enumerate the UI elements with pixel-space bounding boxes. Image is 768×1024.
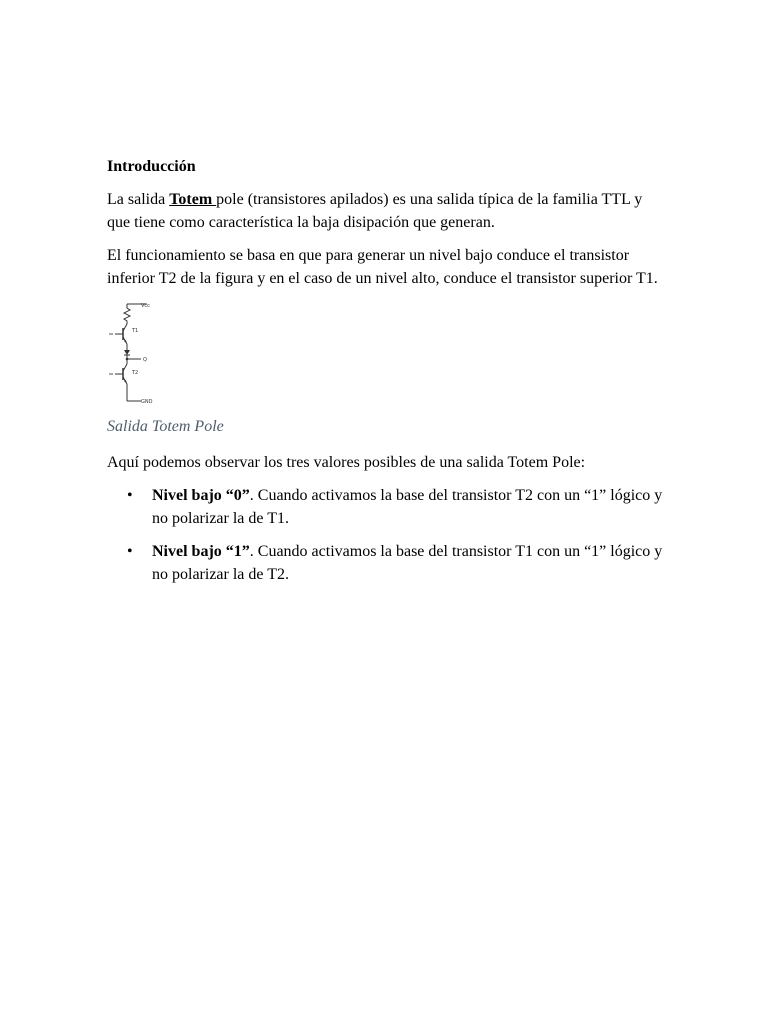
circuit-diagram: [107, 300, 167, 408]
intro-bold-term: Totem: [169, 191, 217, 208]
t1-label: T1: [132, 328, 139, 334]
gnd-label: GND: [141, 399, 153, 405]
values-intro-paragraph: Aquí podemos observar los tres valores posibles de una salida Totem Pole:: [107, 454, 586, 471]
intro-paragraph: [107, 188, 667, 234]
operation-paragraph: El funcionamiento se basa en que para generar un nivel bajo conduce el transistor inferior T2 de la figura y en el caso de un nivel alto, conduce el transistor superior T1.: [107, 247, 658, 287]
list-item-bold: Nivel bajo “1”: [152, 543, 250, 560]
list-item-bold: Nivel bajo “0”: [152, 487, 250, 504]
list-item-text: . Cuando activamos la base del transistor T1 con un “1” lógico y no polarizar la de T2.: [152, 543, 663, 583]
totem-pole-circuit-figure: [107, 300, 167, 408]
intro-text-start: La salida: [107, 191, 170, 208]
q-label: Q: [143, 357, 147, 363]
figure-caption: Salida Totem Pole: [107, 418, 224, 435]
document-page: [107, 156, 667, 596]
list-item-text: . Cuando activamos la base del transistor T2 con un “1” lógico y no polarizar la de T1.: [152, 487, 663, 527]
bullet-icon: •: [127, 543, 133, 560]
vcc-label: Vcc: [141, 303, 150, 309]
bullet-icon: •: [127, 487, 133, 504]
levels-list: [107, 484, 667, 586]
intro-text-end: pole (transistores apilados) es una salida típica de la familia TTL y que tiene como característica la baja disipación que generan.: [107, 191, 643, 231]
t2-label: T2: [132, 370, 139, 376]
list-item: [107, 540, 667, 586]
section-heading: Introducción: [107, 158, 196, 175]
list-item: [107, 484, 667, 530]
